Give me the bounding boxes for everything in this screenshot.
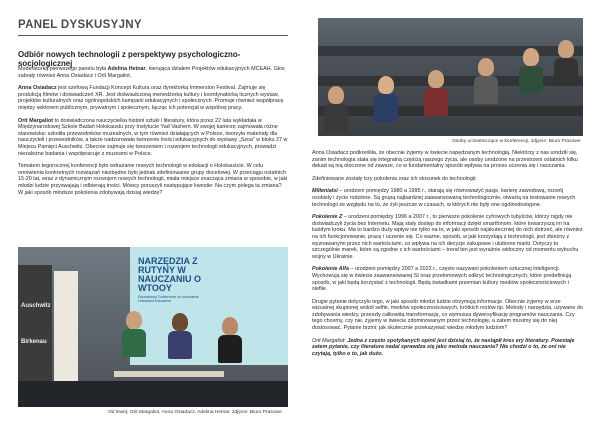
text-run: Jedna z często spotykanych opinii jest dzisiaj to, że nastąpił kres ery literatury. Powstaje zatem pytanie, czy literatura nadal sprawdza się jako metoda nauczania? Nie chodzi o to, że oni nie czytają, tylko o to, jak dużo. <box>312 337 575 357</box>
text-run: Drugie pytanie dotyczyło tego, w jaki sposób młodzi ludzie otrzymują informacje. Obecnie żyjemy w erze wizualnej skupionej wokół selfie, mediów społecznościowych, krótkich rezlów itp. Metody i narzędzia, używane do zdobywania wiedzy, przeszły całkowitą transformację, co wymusza dywersyfikację programów nauczania. Czy tego chcemy, czy nie, żyjemy w świecie zdominowanym przez technologię, a zatem musimy się do niej dostosować. Pytanie brzmi: jak skutecznie przekazywać wiedzę młodym ludziom? <box>312 298 583 332</box>
attendee-body <box>474 76 498 104</box>
text-run: , kierująca działem Projektów edukacyjnych MCEAH. Głos zabrały również Anna Osiadacz i Orit Margaliot. <box>18 66 285 79</box>
paragraph <box>312 266 584 292</box>
speaker-head <box>126 311 142 329</box>
section-label: PANEL DYSKUSYJNY <box>18 19 142 31</box>
paragraph <box>18 118 288 158</box>
attendee-body <box>519 66 543 94</box>
text-run: Zdefiniowane zostały trzy pokolenia oraz ich stosunek do technologii: <box>312 175 477 182</box>
paragraph <box>312 150 584 170</box>
text-run: Millenialsi <box>312 188 338 195</box>
text-run: Pokolenie Z <box>312 214 343 221</box>
attendee-head <box>378 76 394 94</box>
left-body <box>18 66 288 196</box>
banner-word-birkenau: Birkenau <box>21 339 47 345</box>
attendee-body <box>554 58 578 86</box>
attendee-head <box>478 58 494 76</box>
text-run: Moderatorką pierwszego panelu była <box>18 66 108 72</box>
panel-photo <box>18 247 288 407</box>
speaker-head <box>222 317 238 335</box>
attendee-head <box>328 86 344 104</box>
speaker-body <box>218 335 242 363</box>
seat-row <box>318 106 583 116</box>
screen-subtitle: Educational Conference on Innovative Holocaust Education <box>138 295 199 303</box>
audience-photo <box>318 18 583 136</box>
speaker-body <box>168 331 192 359</box>
text-run: Anna Osiadacz <box>18 85 57 92</box>
attendee-head <box>428 70 444 88</box>
paragraph <box>312 214 584 260</box>
text-run: Orit Margaliot <box>18 117 54 124</box>
speaker-body <box>122 329 146 357</box>
attendee-head <box>558 40 574 58</box>
seat-row <box>318 76 583 86</box>
article-headline: Odbiór nowych technologii z perspektywy psychologiczno-socjologicznej <box>18 50 241 68</box>
banner-word-auschwitz: Auschwitz <box>21 303 51 309</box>
text-run: – urodzeni pomiędzy 1996 a 2007 r., to pierwsze pokolenie cyfrowych tubylców, którzy nigdy nie doświadczyli życia bez Internetu. Mają stały dostęp do informacji dzięki smartfonom, które towarzyszą im na każdym kroku. Ma to bardzo duży wpływ nie tylko na to, w jaki sposób najskuteczniej do nich dotrzeć, ale również na ich funkcjonowanie, pracę i uczenie się. Co ważne, sposób, w jaki korzystają z technologii, jest zbieżny z wyznawanymi przez nich wartościami, co wpływa na ich decyzje zakupowe i ulubione marki. Dotyczy to szczególnie marek, które są zgodne z ich wartościami – trend ten jest wyraźnie widoczny od momentu wybuchu wojny w Ukrainie. <box>312 214 583 260</box>
paragraph <box>18 66 288 79</box>
paragraph <box>312 299 584 332</box>
bottom-photo-caption: Od lewej: Orit Margaliot, Anna Osiadacz, Adelina Hetnar, zdjęcie: Biuro Prasowe <box>108 410 282 415</box>
paragraph <box>312 188 584 208</box>
exhibition-banner-dark <box>18 265 52 395</box>
right-body <box>312 150 584 357</box>
paragraph <box>18 163 288 196</box>
paragraph <box>312 338 584 358</box>
attendee-head <box>523 48 539 66</box>
text-run: Pokolenie Alfa <box>312 266 349 273</box>
exhibition-banner-light <box>54 271 78 393</box>
text-run: – urodzeni pomiędzy 1980 a 1995 r., starają się równoważyć pasje, karierę zawodową, rozwój osobisty i życie rodzinne. Są grupą najbardziej zaawansowaną technologicznie, otwartą na testowanie nowych technologii ze względu na to, że żyli jeszcze w czasach, w których nie były one ogólnodostępne. <box>312 188 576 208</box>
section-divider <box>18 35 288 36</box>
panel-table <box>114 371 224 377</box>
screen-title: NARZĘDZIA Z RUTYNY W NAUCZANIU O WTOOY <box>138 256 201 293</box>
text-run: Tematem tegorocznej konferencji było wdrażanie nowych technologii w edukacji o Holokauście. W celu omówienia konkretnych rozwiązań niezbędne było jednak zdefiniowanie grupy docelowej. W przeciągu ostatnich 15-20 lat, wraz z dynamicznym rozwojem nowych technologii, miała miejsce znacząca zmiana w sposobie, w jaki młodzi ludzie przyswajają i odbierają treści. Mówcy poruszyli następujące kwestie: Na czym polega ta zmiana? W jaki sposób młodsze pokolenia zdobywają dzisiaj wiedzę? <box>18 163 288 196</box>
top-photo-caption: Osoby uczestniczące w konferencji, zdjęcie: Biuro Prasowe <box>452 139 581 144</box>
projection-screen <box>130 247 288 365</box>
attendee-body <box>424 88 448 116</box>
text-run: jest szefową Fundacji Koncept Kultura oraz dyrektorką Immersion Festival. Zajmuje się produkcją filmów i doświadczeń XR. Jest doświadczoną menedżerką kultury i koordynatorką licznych wystaw, projektów kulturalnych oraz ogólnopolskich kampanii edukacyjnych i społecznych. Promuje również współpracę między sektorem publicznym, prywatnym i społecznym, łącząc ich potencjał w wspólnej pracy. <box>18 85 284 111</box>
paragraph <box>18 85 288 111</box>
right-column <box>312 150 584 363</box>
attendee-body <box>324 104 348 132</box>
left-column <box>18 66 288 202</box>
speaker-head <box>172 313 188 331</box>
seat-row <box>318 46 583 56</box>
text-run: Adelina Hetnar <box>107 66 146 72</box>
stage <box>18 381 288 407</box>
paragraph <box>312 176 584 183</box>
text-run: Anna Osiadacz podkreśliła, że obecnie żyjemy w świecie napędzanym technologią. Niektórzy z nas urodzili się, zanim technologia stała się integralną częścią naszego życia, ale osoby urodzone na przestrzeni ostatnich kilku dekad są nią otoczone od zawsze, co w fundamentalny sposób wpływa na proces uczenia się i nauczania. <box>312 150 578 170</box>
text-run: – urodzeni pomiędzy 2007 a 2022 r., często nazywani pokoleniem sztucznej inteligencji. Wychowują się w świecie zaawansowanej SI oraz przełomowych odkryć technologicznych, które predefiniują sposób, w jaki będą korzystać z technologii. Będą świadkami przemian kultury mediów społecznościowych i sieflie. <box>312 266 572 293</box>
attendee-body <box>374 94 398 122</box>
text-run: : <box>344 337 348 344</box>
text-run: to doświadczona nauczycielka historii sztuki i literatury, która przez 22 lata wykładała w Międzynarodowej Szkole Badań Holokaustu przy Instytucie Yad Vashem. W swojej karierze zajmowała różne stanowiska: szkoliła przewodników muzealnych, w tym również działających w Polsce, tworzyła materiały dla nauczycieli i przewodników, a także nadzorowała tworzenie treści edukacyjnych do wystawy „Szoa” w bloku 27 w Miejscu Pamięci Auschwitz. Obecnie zajmuje się tworzeniem i rozwojem technologii edukacyjnych, prowadzi niezależne badania i współpracuje z muzeami w Polsce. <box>18 117 288 157</box>
text-run: Orit Margaliot <box>312 337 345 344</box>
